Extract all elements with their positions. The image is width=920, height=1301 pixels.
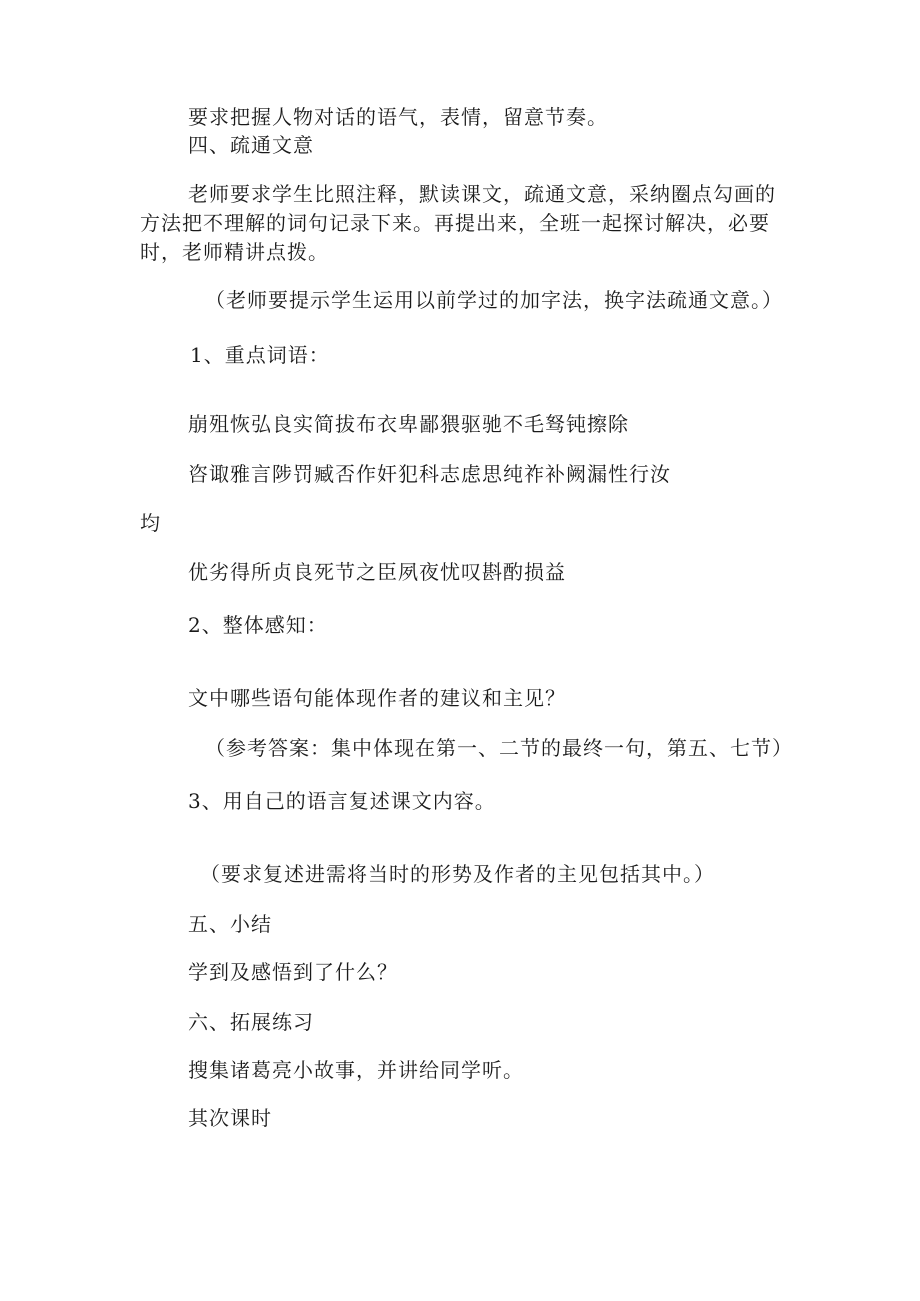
vocab-line-2: 咨诹雅言陟罚臧否作奸犯科志虑思纯祚补阙漏性行汝 [188, 462, 671, 486]
summary-question-line: 学到及感悟到了什么？ [188, 960, 398, 984]
vocab-line-1: 崩殂恢弘良实简拔布衣卑鄙猥驱驰不毛驽钝擦除 [188, 412, 629, 436]
subheading-retell: 3、用自己的语言复述课文内容。 [188, 789, 496, 813]
subheading-overall-perception: 2、整体感知： [188, 613, 328, 637]
paragraph-teacher-requirements: 老师要求学生比照注释，默读课文，疏通文意，采纳圈点勾画的方法把不理解的词句记录下来。再提出来，全班一起探讨解决，必要时，老师精讲点拨。 [140, 182, 776, 264]
question-line: 文中哪些语句能体现作者的建议和主见？ [188, 686, 566, 710]
section-heading-four: 四、疏通文意 [188, 133, 314, 157]
section-heading-six: 六、拓展练习 [188, 1010, 314, 1034]
subheading-key-words: 1、重点词语： [190, 343, 330, 367]
vocab-line-3: 优劣得所贞良死节之臣夙夜忧叹斟酌损益 [188, 560, 566, 584]
text-line-tone: 要求把握人物对话的语气，表情，留意节奏。 [188, 105, 608, 129]
second-lesson-heading: 其次课时 [188, 1106, 272, 1130]
extension-task-line: 搜集诸葛亮小故事，并讲给同学听。 [188, 1058, 524, 1082]
section-heading-five: 五、小结 [188, 912, 272, 936]
text-line-hint: （老师要提示学生运用以前学过的加字法，换字法疏通文意。） [205, 288, 783, 312]
retell-requirement-line: （要求复述进需将当时的形势及作者的主见包括其中。） [200, 862, 715, 886]
reference-answer-line: （参考答案：集中体现在第一、二节的最终一句，第五、七节） [205, 736, 793, 760]
vocab-line-wrap: 均 [140, 511, 161, 535]
